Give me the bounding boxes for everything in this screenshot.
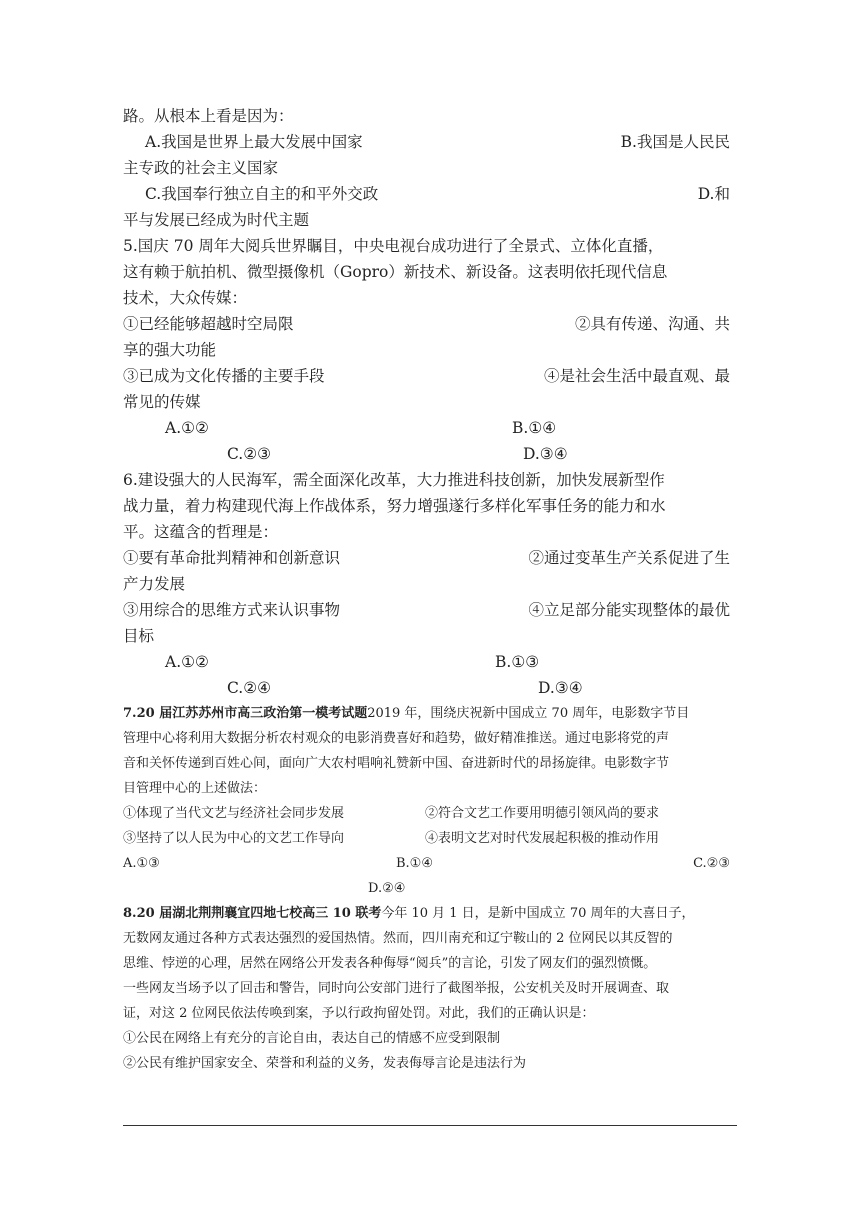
q8-stem-line2 bbox=[123, 926, 730, 951]
q5-option-a: A.①② bbox=[165, 419, 209, 437]
q6-option-c: C.②④ bbox=[227, 679, 272, 697]
q4-option-b-cont-text: 主专政的社会主义国家 bbox=[123, 159, 279, 177]
q4-options-row1 bbox=[123, 129, 730, 155]
q8-stem-line3-text: 思维、悖逆的心理，居然在网络公开发表各种侮辱“阅兵”的言论，引发了网友们的强烈愤慨。 bbox=[123, 956, 657, 971]
q7-stem-line2 bbox=[123, 726, 730, 751]
q5-option-b: B.①④ bbox=[512, 419, 557, 437]
q7-statement-row2 bbox=[123, 826, 730, 851]
q6-statement-1: ①要有革命批判精神和创新意识 bbox=[123, 549, 341, 567]
q6-option-b: B.①③ bbox=[495, 653, 540, 671]
q8-statement-1 bbox=[123, 1026, 730, 1051]
q7-stem-line3 bbox=[123, 751, 730, 776]
q6-statement-row1 bbox=[123, 545, 730, 571]
q4-option-b-cont bbox=[123, 155, 730, 181]
q6-options-row2 bbox=[123, 675, 730, 701]
q6-statement-row2 bbox=[123, 597, 730, 623]
q5-statement-1: ①已经能够超越时空局限 bbox=[123, 315, 294, 333]
q6-option-d: D.③④ bbox=[538, 679, 583, 697]
q7-statement-row1 bbox=[123, 801, 730, 826]
q8-stem-line3 bbox=[123, 951, 730, 976]
q8-statement-1-text: ①公民在网络上有充分的言论自由，表达自己的情感不应受到限制 bbox=[123, 1031, 501, 1046]
q5-stem-line2-text: 这有赖于航拍机、微型摄像机（Gopro）新技术、新设备。这表明依托现代信息 bbox=[123, 263, 668, 281]
q4-option-a: A.我国是世界上最大发展中国家 bbox=[145, 133, 363, 151]
q8-source: 8.20 届湖北荆荆襄宜四地七校高三 10 联考 bbox=[123, 906, 382, 921]
q6-statement-4-cont-text: 目标 bbox=[123, 627, 155, 645]
q5-stem-line2 bbox=[123, 259, 730, 285]
q7-stem-line1-rest: 2019 年，围绕庆祝新中国成立 70 周年，电影数字节目 bbox=[367, 706, 690, 721]
q6-stem-line2 bbox=[123, 493, 730, 519]
q8-stem-line1 bbox=[123, 901, 730, 926]
q7-stem-line3-text: 音和关怀传递到百姓心间，面向广大农村唱响礼赞新中国、奋进新时代的昂扬旋律。电影数字节 bbox=[123, 756, 670, 771]
q5-statement-row2 bbox=[123, 363, 730, 389]
q4-tail-text: 路。从根本上看是因为： bbox=[123, 107, 294, 125]
q7-stem-line4 bbox=[123, 776, 730, 801]
q7-option-c: C.②③ bbox=[693, 856, 730, 871]
q5-statement-2: ②具有传递、沟通、共 bbox=[574, 315, 730, 333]
q5-statement-4-cont bbox=[123, 389, 730, 415]
q8-statement-2 bbox=[123, 1051, 730, 1076]
q4-option-d-cont bbox=[123, 207, 730, 233]
q6-statement-3: ③用综合的思维方式来认识事物 bbox=[123, 601, 341, 619]
q5-options-row1 bbox=[123, 415, 730, 441]
q5-option-d: D.③④ bbox=[523, 445, 568, 463]
q8-stem-line4 bbox=[123, 976, 730, 1001]
q4-option-c: C.我国奉行独立自主的和平外交政 bbox=[145, 185, 379, 203]
q5-stem-line1 bbox=[123, 233, 730, 259]
q6-statement-2-cont-text: 产力发展 bbox=[123, 575, 186, 593]
q7-statement-2: ②符合文艺工作要用明德引领风尚的要求 bbox=[425, 806, 660, 821]
q4-option-d: D.和 bbox=[697, 185, 730, 203]
q6-stem-line1-text: 6.建设强大的人民海军，需全面深化改革，大力推进科技创新，加快发展新型作 bbox=[123, 471, 665, 489]
q7-statement-1: ①体现了当代文艺与经济社会同步发展 bbox=[123, 806, 345, 821]
q7-options-row1 bbox=[123, 851, 730, 876]
q4-option-b: B.我国是人民民 bbox=[620, 133, 730, 151]
q8-stem-line5-text: 证，对这 2 位网民依法传唤到案，予以行政拘留处罚。对此，我们的正确认识是： bbox=[123, 1006, 595, 1021]
q7-options-row2 bbox=[123, 876, 730, 901]
q6-statement-4: ④立足部分能实现整体的最优 bbox=[528, 601, 730, 619]
q6-stem-line3 bbox=[123, 519, 730, 545]
q7-source: 7.20 届江苏苏州市高三政治第一模考试题 bbox=[123, 706, 368, 721]
q8-statement-2-text: ②公民有维护国家安全、荣誉和利益的义务，发表侮辱言论是违法行为 bbox=[123, 1056, 527, 1071]
q4-options-row2 bbox=[123, 181, 730, 207]
q4-option-d-cont-text: 平与发展已经成为时代主题 bbox=[123, 211, 310, 229]
footer-divider bbox=[123, 1125, 737, 1126]
q8-stem-line4-text: 一些网友当场予以了回击和警告，同时向公安部门进行了截图举报，公安机关及时开展调查、取 bbox=[123, 981, 670, 996]
q5-options-row2 bbox=[123, 441, 730, 467]
q6-statement-2-cont bbox=[123, 571, 730, 597]
q7-option-b: B.①④ bbox=[396, 856, 433, 871]
q6-stem-line3-text: 平。这蕴含的哲理是： bbox=[123, 523, 279, 541]
exam-page bbox=[123, 103, 730, 1076]
q5-stem-line3-text: 技术，大众传媒： bbox=[123, 289, 248, 307]
q5-statement-4-cont-text: 常见的传媒 bbox=[123, 393, 201, 411]
q7-statement-4: ④表明文艺对时代发展起积极的推动作用 bbox=[425, 831, 660, 846]
q6-options-row1 bbox=[123, 649, 730, 675]
q7-statement-3: ③坚持了以人民为中心的文艺工作导向 bbox=[123, 831, 345, 846]
q5-statement-4: ④是社会生活中最直观、最 bbox=[543, 367, 730, 385]
q7-option-a: A.①③ bbox=[123, 856, 160, 871]
q8-stem-line1-rest: 今年 10 月 1 日，是新中国成立 70 周年的大喜日子， bbox=[381, 906, 695, 921]
q4-tail bbox=[123, 103, 730, 129]
q6-stem-line2-text: 战力量，着力构建现代海上作战体系，努力增强遂行多样化军事任务的能力和水 bbox=[123, 497, 666, 515]
q6-statement-4-cont bbox=[123, 623, 730, 649]
q5-stem-line1-text: 5.国庆 70 周年大阅兵世界瞩目，中央电视台成功进行了全景式、立体化直播， bbox=[123, 237, 664, 255]
q5-statement-2-cont-text: 享的强大功能 bbox=[123, 341, 217, 359]
q5-stem-line3 bbox=[123, 285, 730, 311]
q5-statement-3: ③已成为文化传播的主要手段 bbox=[123, 367, 325, 385]
q7-option-d: D.②④ bbox=[368, 881, 406, 896]
q7-stem-line4-text: 目管理中心的上述做法： bbox=[123, 781, 267, 796]
q7-stem-line1 bbox=[123, 701, 730, 726]
q5-option-c: C.②③ bbox=[227, 445, 272, 463]
q6-option-a: A.①② bbox=[165, 653, 209, 671]
q8-stem-line2-text: 无数网友通过各种方式表达强烈的爱国热情。然而，四川南充和辽宁鞍山的 2 位网民以其反智的 bbox=[123, 931, 673, 946]
q8-stem-line5 bbox=[123, 1001, 730, 1026]
q6-stem-line1 bbox=[123, 467, 730, 493]
q5-statement-2-cont bbox=[123, 337, 730, 363]
q7-stem-line2-text: 管理中心将利用大数据分析农村观众的电影消费喜好和趋势，做好精准推送。通过电影将党的声 bbox=[123, 731, 670, 746]
q5-statement-row1 bbox=[123, 311, 730, 337]
q6-statement-2: ②通过变革生产关系促进了生 bbox=[528, 549, 730, 567]
